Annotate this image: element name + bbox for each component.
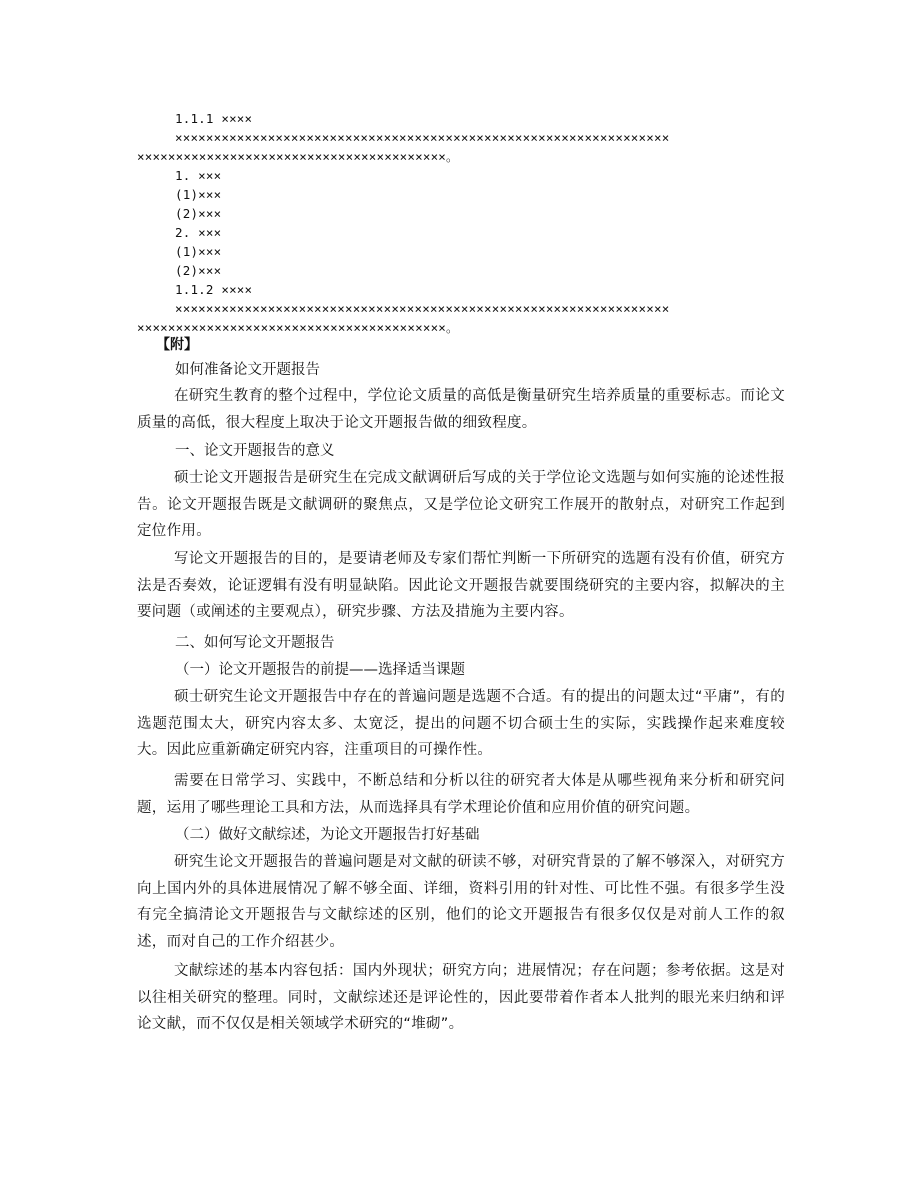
outline-item-2-sub-1: (1)××× — [175, 244, 222, 259]
section-1-1-1-body-line2: ××××××××××××××××××××××××××××××××××××××××。 — [137, 149, 459, 164]
appendix-marker: 【附】 — [156, 337, 198, 353]
outline-item-1-sub-1: (1)××× — [175, 187, 222, 202]
section-1-paragraph-1: 硕士论文开题报告是研究生在完成文献调研后写成的关于学位论文选题与如何实施的论述性报告。论文开题报告既是文献调研的聚焦点，又是学位论文研究工作展开的散射点，对研究工作起到定位作用。 — [137, 470, 785, 539]
subsection-1-heading: （一）论文开题报告的前提——选择适当课题 — [175, 662, 465, 678]
section-1-heading: 一、论文开题报告的意义 — [175, 443, 335, 459]
outline-item-1: 1. ××× — [175, 168, 222, 183]
section-1-1-2-body-line2: ××××××××××××××××××××××××××××××××××××××××。 — [137, 320, 459, 335]
appendix-title: 如何准备论文开题报告 — [175, 362, 320, 378]
intro-paragraph: 在研究生教育的整个过程中，学位论文质量的高低是衡量研究生培养质量的重要标志。而论文质量的高低，很大程度上取决于论文开题报告做的细致程度。 — [137, 388, 785, 431]
outline-item-2: 2. ××× — [175, 225, 222, 240]
section-2-heading: 二、如何写论文开题报告 — [175, 635, 335, 651]
subsection-2-paragraph-2: 文献综述的基本内容包括：国内外现状；研究方向；进展情况；存在问题；参考依据。这是对以往相关研究的整理。同时，文献综述还是评论性的，因此要带着作者本人批判的眼光来归纳和评论文献，而不仅仅是相关领域学术研究的“堆砌”。 — [137, 963, 785, 1032]
subsection-1-paragraph-2: 需要在日常学习、实践中，不断总结和分析以往的研究者大体是从哪些视角来分析和研究问题，运用了哪些理论工具和方法，从而选择具有学术理论价值和应用价值的研究问题。 — [137, 773, 785, 816]
section-1-1-2-body-line1: ×××××××××××××××××××××××××××××××××××××××××××××××××××××××××××××××× — [175, 301, 670, 316]
outline-item-2-sub-2: (2)××× — [175, 263, 222, 278]
subsection-2-heading: （二）做好文献综述，为论文开题报告打好基础 — [175, 827, 480, 843]
outline-item-1-sub-2: (2)××× — [175, 206, 222, 221]
section-1-1-1-heading: 1.1.1 ×××× — [175, 111, 253, 126]
section-1-1-1-body-line1: ×××××××××××××××××××××××××××××××××××××××××××××××××××××××××××××××× — [175, 130, 670, 145]
subsection-2-paragraph-1: 研究生论文开题报告的普遍问题是对文献的研读不够，对研究背景的了解不够深入，对研究方向上国内外的具体进展情况了解不够全面、详细，资料引用的针对性、可比性不强。有很多学生没有完全搞清论文开题报告与文献综述的区别，他们的论文开题报告有很多仅仅是对前人工作的叙述，而对自己的工作介绍甚少。 — [137, 854, 785, 950]
section-1-1-2-heading: 1.1.2 ×××× — [175, 282, 253, 297]
subsection-1-paragraph-1: 硕士研究生论文开题报告中存在的普遍问题是选题不合适。有的提出的问题太过“平庸”，有的选题范围太大，研究内容太多、太宽泛，提出的问题不切合硕士生的实际，实践操作起来难度较大。因此应重新确定研究内容，注重项目的可操作性。 — [137, 689, 785, 758]
section-1-paragraph-2: 写论文开题报告的目的，是要请老师及专家们帮忙判断一下所研究的选题有没有价值，研究方法是否奏效，论证逻辑有没有明显缺陷。因此论文开题报告就要围绕研究的主要内容，拟解决的主要问题（或阐述的主要观点），研究步骤、方法及措施为主要内容。 — [137, 551, 785, 620]
